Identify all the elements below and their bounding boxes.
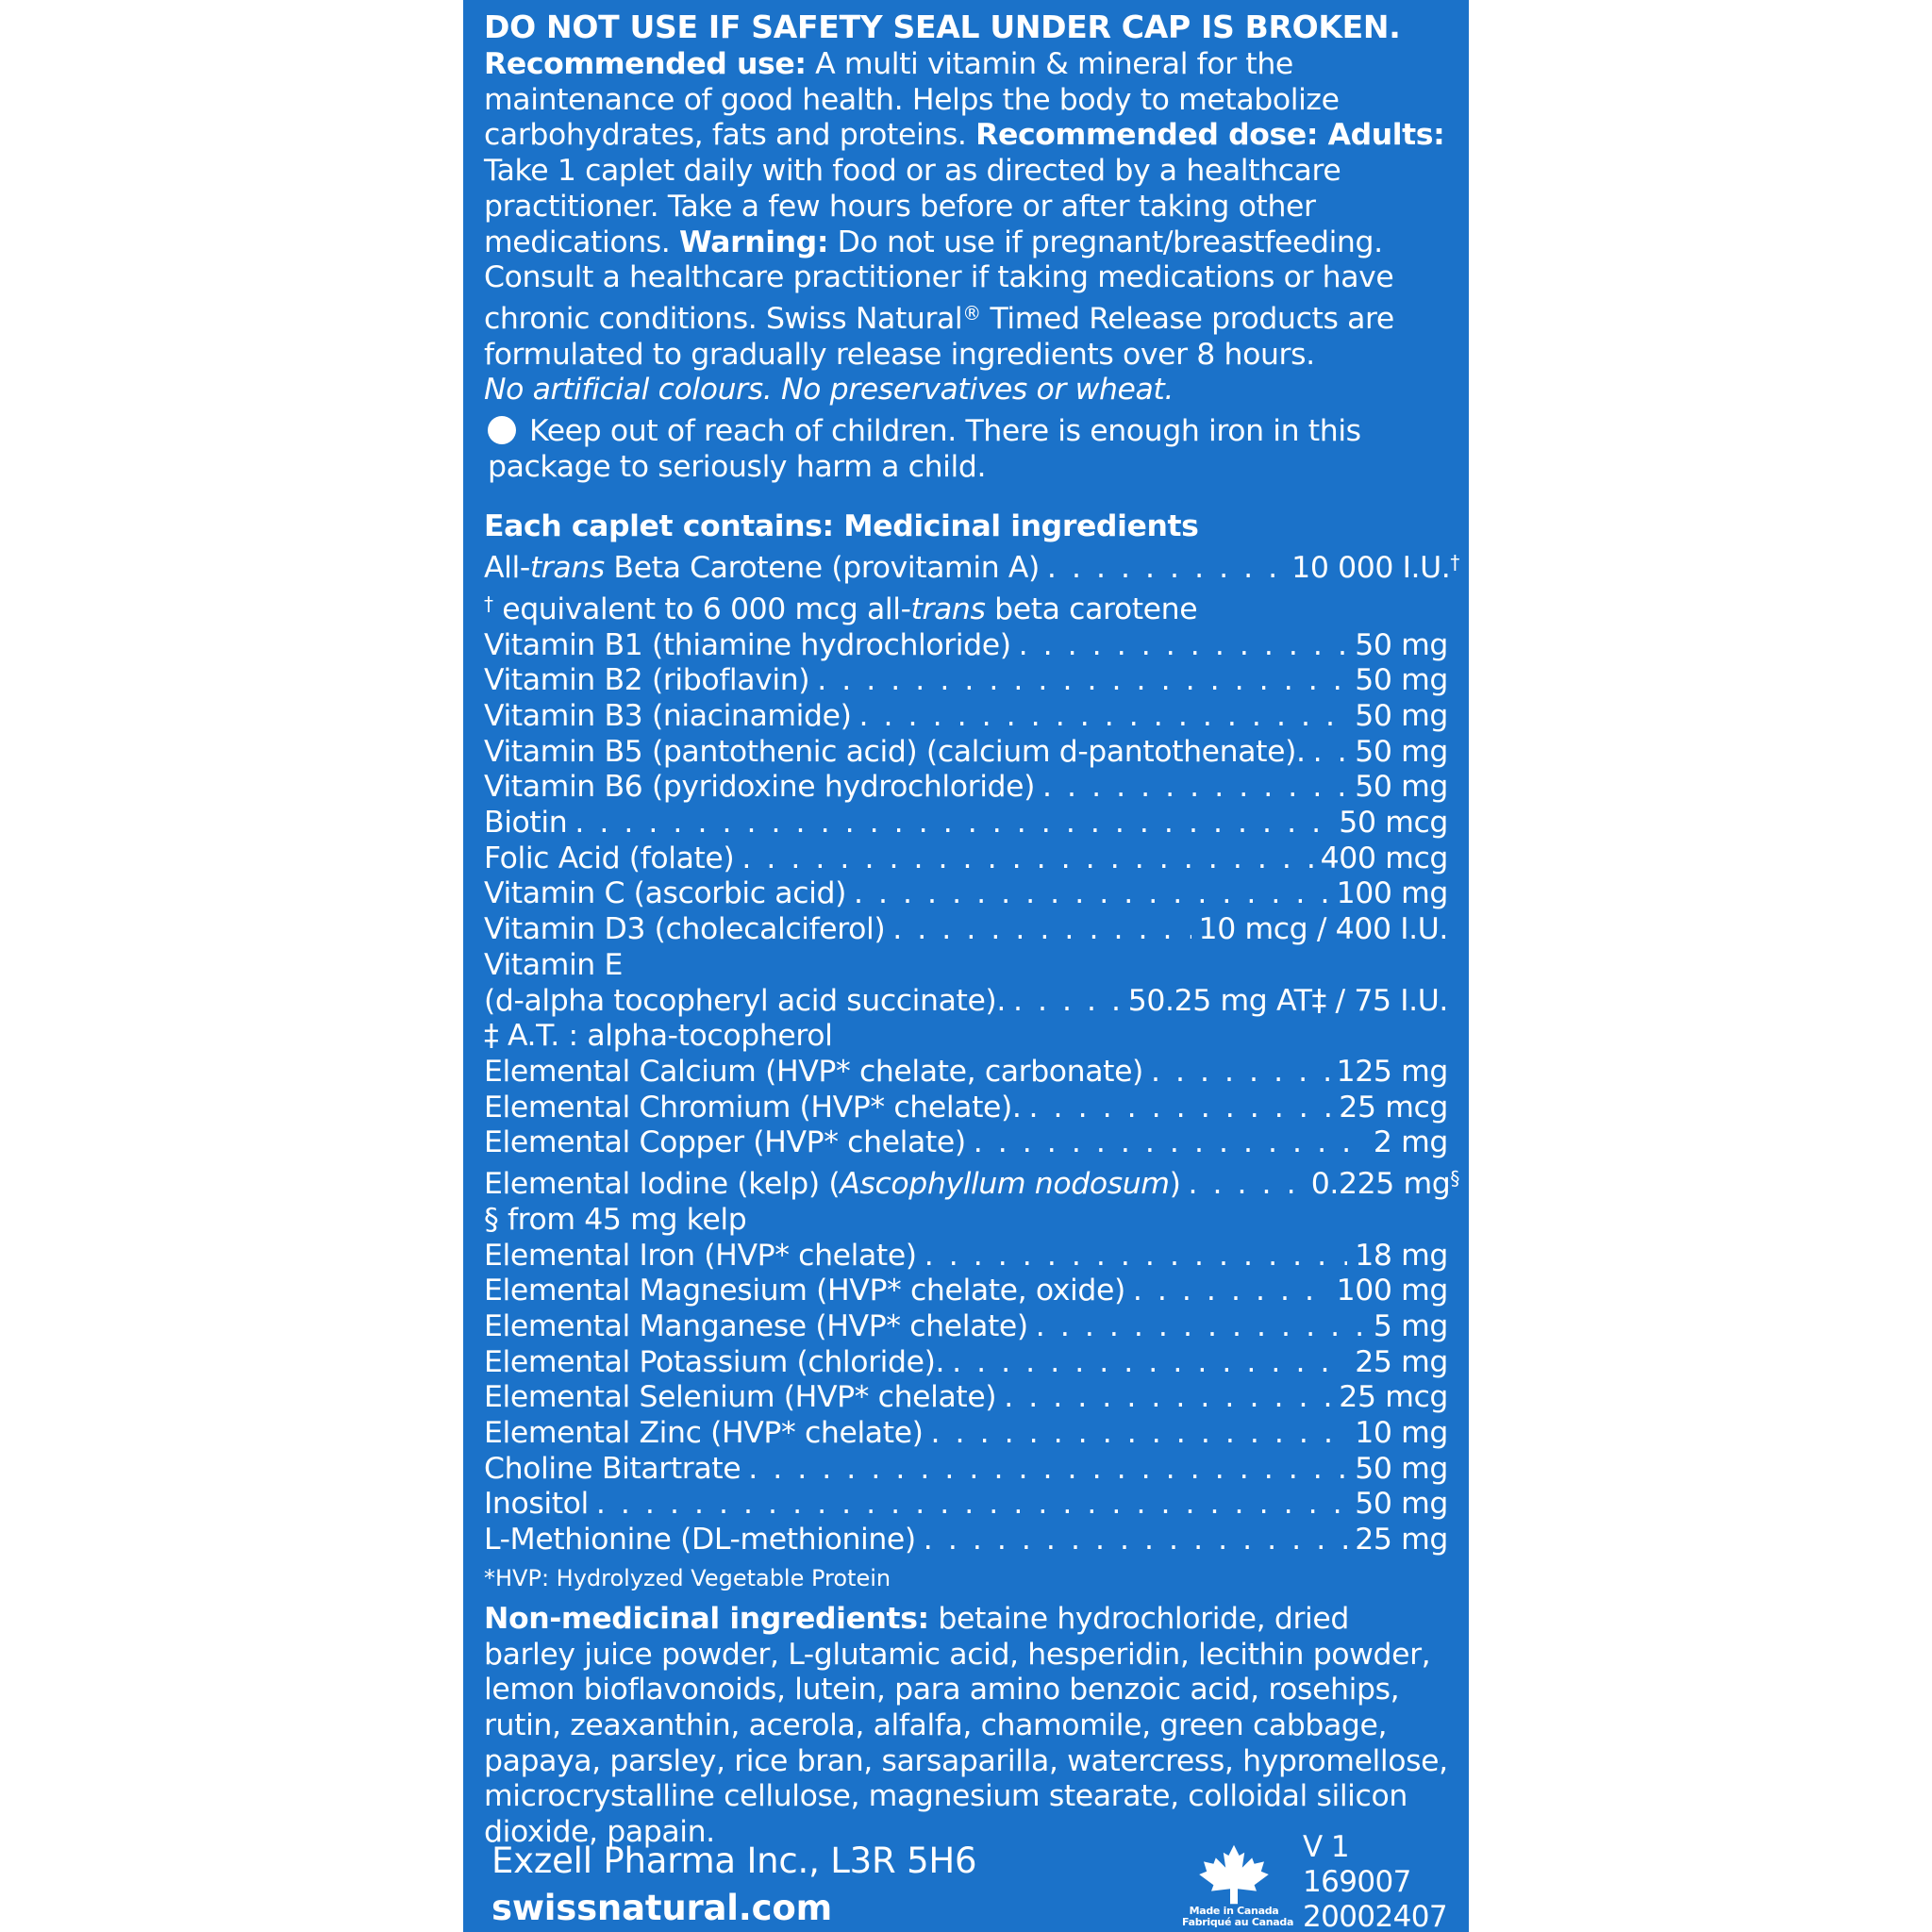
ingredient-name: Elemental Iron (HVP* chelate) xyxy=(484,1238,917,1273)
ingredient-row-beta-carotene xyxy=(484,545,1459,587)
vitamin-rows xyxy=(484,628,1448,948)
ingredient-row xyxy=(484,1239,1448,1274)
dot-leader xyxy=(1004,1380,1331,1416)
ingredient-amount xyxy=(1291,545,1459,587)
ingredient-amount: 50 mg xyxy=(1355,1451,1448,1486)
ingredient-row xyxy=(484,912,1448,948)
name-prefix: Elemental Iodine (kelp) ( xyxy=(484,1167,841,1202)
ingredient-name: Elemental Copper (HVP* chelate) xyxy=(484,1125,966,1160)
ingredient-name xyxy=(484,551,1040,587)
other-rows xyxy=(484,1239,1448,1558)
ingredient-amount: 50.25 mg AT‡ / 75 I.U. xyxy=(1127,983,1448,1018)
beta-carotene-note xyxy=(484,587,1448,628)
ingredient-name: Elemental Calcium (HVP* chelate, carbonate) xyxy=(484,1054,1143,1089)
medicinal-ingredients-title: Each caplet contains: Medicinal ingredients xyxy=(484,509,1199,544)
ingredient-name: Vitamin B6 (pyridoxine hydrochloride) xyxy=(484,770,1036,805)
ingredient-row xyxy=(484,1091,1448,1126)
hvp-footnote: *HVP: Hydrolyzed Vegetable Protein xyxy=(484,1564,891,1591)
name-prefix: All- xyxy=(484,551,530,586)
name-italic: trans xyxy=(529,551,605,586)
non-medicinal-label: Non-medicinal ingredients: xyxy=(484,1601,929,1636)
product-codes xyxy=(1303,1830,1447,1932)
product-code-1: 169007 xyxy=(1303,1865,1411,1899)
dagger-mark: † xyxy=(484,591,493,615)
registered-mark: ® xyxy=(962,301,981,325)
ingredient-name: Elemental Potassium (chloride). xyxy=(484,1344,945,1379)
ingredient-amount: 50 mg xyxy=(1355,698,1448,733)
ingredient-row xyxy=(484,1055,1448,1091)
ingredient-row xyxy=(484,699,1448,735)
ingredient-amount: 400 mcg xyxy=(1320,841,1448,875)
ingredient-amount xyxy=(1311,1161,1459,1203)
ingredient-list xyxy=(484,545,1459,1594)
ingredient-row xyxy=(484,628,1448,664)
dot-leader xyxy=(1036,1309,1366,1345)
product-code-2: 20002407 xyxy=(1303,1900,1447,1932)
free-from-statement: No artificial colours. No preservatives or wheat. xyxy=(484,373,1174,408)
dot-leader xyxy=(1042,770,1347,806)
dot-leader xyxy=(924,1239,1348,1274)
ingredient-amount: 2 mg xyxy=(1373,1125,1448,1160)
ingredient-amount: 50 mg xyxy=(1355,663,1448,698)
ingredient-name: L-Methionine (DL-methionine) xyxy=(484,1523,916,1557)
vitamin-e-title: Vitamin E xyxy=(484,947,623,982)
ingredient-name: Vitamin D3 (cholecalciferol) xyxy=(484,912,886,947)
dot-leader xyxy=(1188,1167,1303,1203)
ingredient-amount: 50 mg xyxy=(1355,734,1448,769)
ingredient-name: Elemental Chromium (HVP* chelate). xyxy=(484,1090,1022,1124)
ingredient-row xyxy=(484,1125,1448,1161)
dot-leader xyxy=(854,876,1329,912)
product-label-panel xyxy=(463,0,1469,1932)
note-text: equivalent to 6 000 mcg all- xyxy=(492,591,911,626)
ingredient-amount: 50 mg xyxy=(1355,1487,1448,1522)
ingredient-row xyxy=(484,1452,1448,1488)
ingredient-name: Vitamin B2 (riboflavin) xyxy=(484,663,810,698)
dot-leader xyxy=(748,1452,1347,1488)
amount-value: 10 000 I.U. xyxy=(1291,551,1451,586)
ingredient-amount: 10 mcg / 400 I.U. xyxy=(1198,912,1448,947)
kelp-note: § from 45 mg kelp xyxy=(484,1202,747,1237)
dot-leader xyxy=(1013,984,1121,1020)
company-name: Exzell Pharma Inc., L3R 5H6 xyxy=(491,1840,977,1881)
bullet-circle-icon xyxy=(488,416,516,444)
website-link[interactable]: swissnatural.com xyxy=(491,1888,832,1928)
ingredient-row xyxy=(484,663,1448,699)
maple-leaf-icon xyxy=(1196,1843,1272,1906)
label-footer xyxy=(491,1830,1448,1932)
alpha-tocopherol-note: ‡ A.T. : alpha-tocopherol xyxy=(484,1019,833,1054)
version-code: V 1 xyxy=(1303,1830,1349,1864)
child-warning xyxy=(488,414,1448,485)
ingredient-row xyxy=(484,1345,1448,1381)
recommended-dose-text: Take 1 caplet daily with food or as directed by a healthcare practitioner. Take a few hours before or after taking other medications. xyxy=(484,154,1341,259)
dot-leader xyxy=(575,806,1331,841)
ingredient-amount: 50 mg xyxy=(1355,770,1448,805)
made-in-canada-mark xyxy=(1182,1843,1294,1932)
dot-leader xyxy=(1029,1091,1332,1126)
timed-release-text: Timed Release products are formulated to gradually release ingredients over 8 hours. xyxy=(484,301,1394,372)
dot-leader xyxy=(974,1125,1366,1161)
ingredient-name: Biotin xyxy=(484,806,568,841)
child-warning-line-2: package to seriously harm a child. xyxy=(488,449,987,484)
ingredient-amount: 100 mg xyxy=(1336,1274,1448,1308)
ingredient-amount: 25 mg xyxy=(1355,1523,1448,1557)
warning-text: Do not use if pregnant/breastfeeding. Consult a healthcare practitioner if taking medications or have chronic conditions. Swiss Natural xyxy=(484,225,1394,336)
ingredient-name: Elemental Selenium (HVP* chelate) xyxy=(484,1380,997,1415)
dot-leader xyxy=(1151,1055,1329,1091)
ingredient-row xyxy=(484,1487,1448,1523)
dot-leader xyxy=(741,841,1312,877)
child-warning-line-1: Keep out of reach of children. There is enough iron in this xyxy=(529,414,1361,449)
section-mark: § xyxy=(1450,1167,1459,1191)
amount-value: 0.225 mg xyxy=(1310,1167,1451,1202)
recommended-dose-label: Recommended dose: Adults: xyxy=(975,118,1445,153)
ingredient-row xyxy=(484,806,1448,841)
ingredient-name: Vitamin B1 (thiamine hydrochloride) xyxy=(484,627,1011,662)
ingredient-name: Vitamin C (ascorbic acid) xyxy=(484,876,846,911)
ingredient-name: Elemental Magnesium (HVP* chelate, oxide) xyxy=(484,1274,1125,1308)
ingredient-row xyxy=(484,1416,1448,1452)
directions-paragraph xyxy=(484,47,1448,373)
dot-leader xyxy=(892,912,1191,948)
dot-leader xyxy=(1133,1274,1329,1309)
ingredient-amount: 50 mg xyxy=(1355,627,1448,662)
non-medicinal-paragraph xyxy=(484,1602,1448,1851)
ingredient-amount: 5 mg xyxy=(1373,1308,1448,1343)
dot-leader xyxy=(817,663,1347,699)
ingredient-row-vitamin-e xyxy=(484,984,1448,1020)
ingredient-row xyxy=(484,1274,1448,1309)
dot-leader xyxy=(596,1487,1347,1523)
name-suffix: ) xyxy=(1169,1167,1181,1202)
ingredient-name: Elemental Manganese (HVP* chelate) xyxy=(484,1308,1028,1343)
ingredient-row xyxy=(484,1523,1448,1558)
safety-seal-warning: DO NOT USE IF SAFETY SEAL UNDER CAP IS BROKEN. xyxy=(484,8,1401,45)
dot-leader xyxy=(859,699,1348,735)
ingredient-row xyxy=(484,876,1448,912)
ingredient-row xyxy=(484,841,1448,877)
ingredient-amount: 25 mg xyxy=(1355,1344,1448,1379)
recommended-use-label: Recommended use: xyxy=(484,47,807,81)
name-rest: Beta Carotene (provitamin A) xyxy=(604,551,1040,586)
ingredient-name xyxy=(484,1167,1180,1203)
dot-leader xyxy=(931,1416,1348,1452)
non-medicinal-text: betaine hydrochloride, dried barley juice powder, L-glutamic acid, hesperidin, lecithin powder, lemon bioflavonoids, lutein, para amino benzoic acid, rosehips, rutin, zeaxanthin, acerola, alfalfa, chamomile, green cabbage, papaya, parsley, rice bran, sarsaparilla, watercress, hypromellose, microcrystalline cellulose, magnesium stearate, colloidal silicon dioxide, papain. xyxy=(484,1601,1448,1850)
dagger-mark: † xyxy=(1450,551,1459,575)
fabrique-au-canada-text: Fabriqué au Canada xyxy=(1182,1916,1294,1928)
ingredient-name: Choline Bitartrate xyxy=(484,1451,741,1486)
ingredient-amount: 50 mcg xyxy=(1339,806,1448,841)
ingredient-row xyxy=(484,770,1448,806)
dot-leader xyxy=(924,1523,1347,1558)
dot-leader xyxy=(1047,551,1284,587)
ingredient-name: Inositol xyxy=(484,1487,589,1522)
dot-leader xyxy=(952,1345,1347,1381)
ingredient-name: Elemental Zinc (HVP* chelate) xyxy=(484,1416,924,1451)
ingredient-amount: 100 mg xyxy=(1336,876,1448,911)
ingredient-row xyxy=(484,735,1448,771)
ingredient-name: Folic Acid (folate) xyxy=(484,841,735,875)
ingredient-row-iodine xyxy=(484,1161,1459,1203)
ingredient-amount: 18 mg xyxy=(1355,1238,1448,1273)
dot-leader xyxy=(1019,628,1348,664)
ingredient-name: (d-alpha tocopheryl acid succinate). xyxy=(484,983,1006,1018)
mineral-rows xyxy=(484,1055,1448,1161)
ingredient-amount: 25 mcg xyxy=(1339,1380,1448,1415)
note-text-end: beta carotene xyxy=(985,591,1198,626)
ingredient-name: Vitamin B5 (pantothenic acid) (calcium d-pantothenate). xyxy=(484,734,1306,769)
made-in-canada-text: Made in Canada xyxy=(1189,1905,1279,1917)
recommended-use-text: A multi vitamin & mineral for the maintenance of good health. Helps the body to metabolize carbohydrates, fats and proteins. xyxy=(484,47,1340,153)
ingredient-amount: 10 mg xyxy=(1355,1416,1448,1451)
warning-label: Warning: xyxy=(679,225,829,259)
ingredient-row xyxy=(484,1309,1448,1345)
note-italic: trans xyxy=(910,591,986,626)
ingredient-amount: 125 mg xyxy=(1336,1054,1448,1089)
ingredient-row xyxy=(484,1380,1448,1416)
ingredient-name: Vitamin B3 (niacinamide) xyxy=(484,698,852,733)
name-italic: Ascophyllum nodosum xyxy=(840,1167,1170,1202)
dot-leader xyxy=(1313,735,1348,771)
ingredient-amount: 25 mcg xyxy=(1339,1090,1448,1124)
